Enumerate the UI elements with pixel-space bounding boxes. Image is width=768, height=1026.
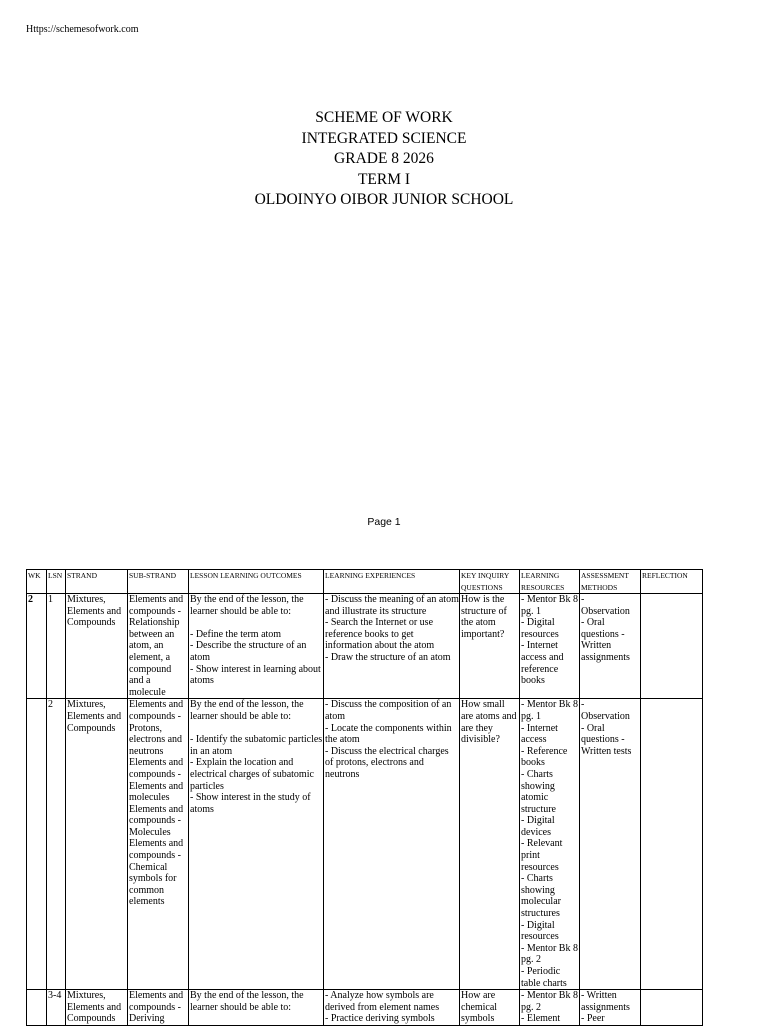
cell-outcomes: By the end of the lesson, the learner should be able to: - Define the term atom - Describe the structure of an atom - Show interest in learning about atoms (189, 594, 324, 699)
cell-experiences: - Discuss the composition of an atom - Locate the components within the atom - Discuss the electrical charges of protons, electrons and neutrons (324, 699, 460, 990)
table-row (27, 990, 703, 1026)
cell-lsn: 2 (47, 699, 66, 990)
header-lsn: LSN (47, 570, 66, 594)
document-title-block (0, 108, 768, 211)
header-reflection: REFLECTION (641, 570, 703, 594)
header-outcomes: LESSON LEARNING OUTCOMES (189, 570, 324, 594)
header-sub-strand: SUB-STRAND (128, 570, 189, 594)
cell-strand: Mixtures, Elements and Compounds (66, 990, 128, 1026)
title-line-subject: INTEGRATED SCIENCE (301, 129, 467, 147)
header-url[interactable]: Https://schemesofwork.com (26, 24, 139, 35)
cell-strand: Mixtures, Elements and Compounds (66, 699, 128, 990)
header-assessment: ASSESSMENT METHODS (580, 570, 641, 594)
cell-lsn: 3-4 (47, 990, 66, 1026)
cell-reflection (641, 990, 703, 1026)
cell-assessment: - Observation - Oral questions - Written assignments (580, 594, 641, 699)
header-resources: LEARNING RESOURCES (520, 570, 580, 594)
cell-strand: Mixtures, Elements and Compounds (66, 594, 128, 699)
cell-questions: How is the structure of the atom important? (460, 594, 520, 699)
cell-assessment: - Observation - Oral questions - Written tests (580, 699, 641, 990)
cell-outcomes: By the end of the lesson, the learner should be able to: - Identify the subatomic particles in an atom - Explain the location and electrical charges of subatomic particles - Show interest in the study of atoms (189, 699, 324, 990)
header-strand: STRAND (66, 570, 128, 594)
cell-sub-strand: Elements and compounds - Protons, electrons and neutrons Elements and compounds - Elements and molecules Elements and compounds - Molecules Elements and compounds - Chemical symbols for common elements (128, 699, 189, 990)
table-header-row (27, 570, 703, 594)
cell-wk: 2 (27, 594, 47, 699)
header-questions: KEY INQUIRY QUESTIONS (460, 570, 520, 594)
cell-assessment: - Written assignments - Peer (580, 990, 641, 1026)
cell-questions: How small are atoms and are they divisible? (460, 699, 520, 990)
table-row (27, 594, 703, 699)
page-number: Page 1 (367, 516, 401, 528)
cell-sub-strand: Elements and compounds - Deriving (128, 990, 189, 1026)
title-line-school: OLDOINYO OIBOR JUNIOR SCHOOL (254, 191, 514, 208)
title-line-scheme: SCHEME OF WORK (315, 109, 453, 126)
cell-reflection (641, 699, 703, 990)
header-experiences: LEARNING EXPERIENCES (324, 570, 460, 594)
cell-questions: How are chemical symbols (460, 990, 520, 1026)
cell-lsn: 1 (47, 594, 66, 699)
header-wk: WK (27, 570, 47, 594)
scheme-of-work-table (26, 569, 703, 1026)
cell-wk (27, 699, 47, 990)
table-row (27, 699, 703, 990)
cell-resources: - Mentor Bk 8 pg. 2 - Element (521, 990, 578, 1025)
title-line-term: TERM I (357, 170, 411, 188)
cell-resources: - Mentor Bk 8 pg. 1 - Digital resources - Internet access and reference books (520, 594, 580, 699)
cell-sub-strand: Elements and compounds - Relationship between an atom, an element, a compound and a molecule (128, 594, 189, 699)
cell-reflection (641, 594, 703, 699)
cell-experiences: - Discuss the meaning of an atom and illustrate its structure - Search the Internet or use reference books to get information about the atom - Draw the structure of an atom (324, 594, 460, 699)
cell-experiences: - Analyze how symbols are derived from element names - Practice deriving symbols (324, 990, 460, 1026)
cell-outcomes: By the end of the lesson, the learner should be able to: (189, 990, 324, 1026)
cell-wk (27, 990, 47, 1026)
title-line-grade: GRADE 8 2026 (334, 150, 434, 167)
cell-resources: - Mentor Bk 8 pg. 1 - Internet access - Reference books - Charts showing atomic structure - Digital devices - Relevant print resources - Charts showing molecular structures - Digital resources - Mentor Bk 8 pg. 2 - Periodic table charts (521, 699, 578, 989)
